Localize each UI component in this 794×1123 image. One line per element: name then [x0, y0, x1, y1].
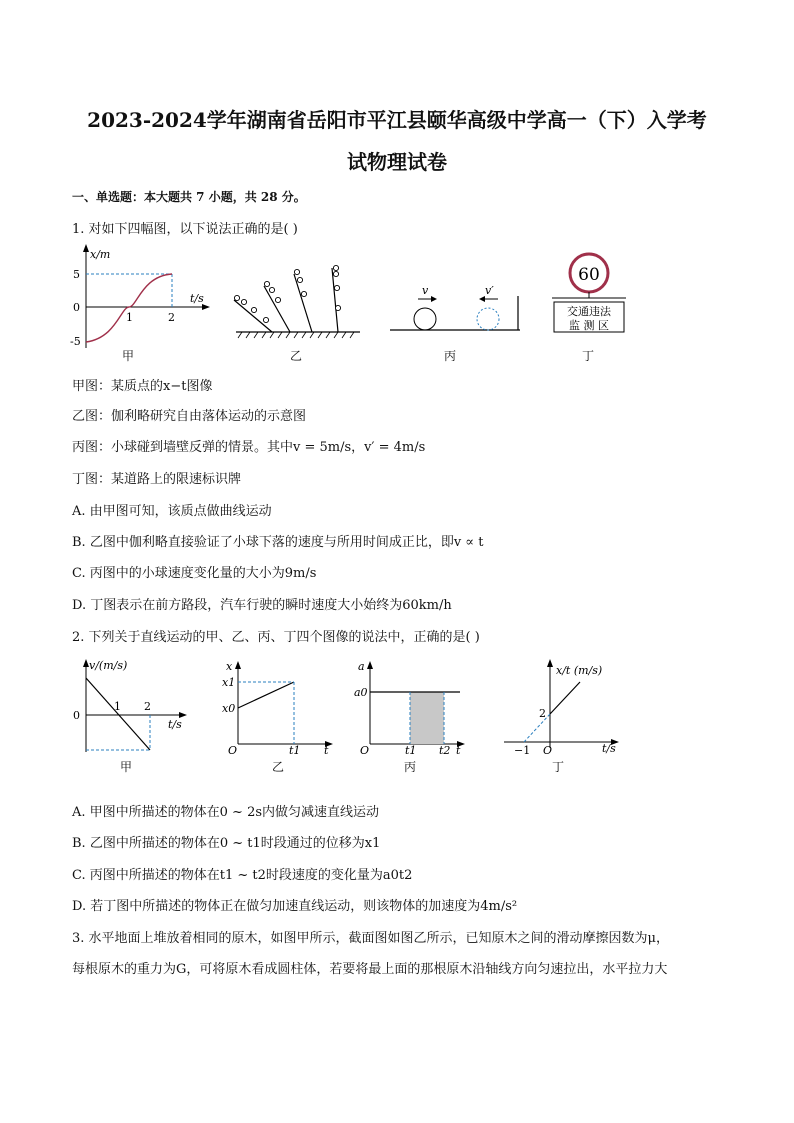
q2-option-d: D. 若丁图中所描述的物体正在做匀加速直线运动，则该物体的加速度为4m/s² — [72, 899, 518, 914]
q2-caption-3: 丙 — [404, 760, 417, 774]
q1-caption-3: 丙 — [444, 349, 457, 363]
q1-desc-4: 丁图：某道路上的限速标识牌 — [72, 472, 242, 487]
q2-f1-ylabel: v/(m/s) — [89, 659, 128, 672]
q2-option-c: C. 丙图中所描述的物体在t1 ~ t2时段速度的变化量为a0t2 — [72, 868, 413, 883]
q1-f1-tickm5: -5 — [70, 335, 81, 348]
q2-fig-xt-graph — [220, 658, 338, 754]
q1-option-c: C. 丙图中的小球速度变化量的大小为9m/s — [72, 566, 317, 581]
q1-fig-xt-graph — [66, 240, 216, 352]
q1-f1-tick2: 2 — [168, 311, 175, 324]
q1-desc-1: 甲图：某质点的x−t图像 — [72, 379, 213, 394]
q2-f2-x0: x0 — [222, 702, 236, 715]
q2-f4-tickm1: −1 — [514, 744, 531, 756]
q2-f3-xlabel: t — [456, 744, 461, 754]
q1-fig-ball-wall — [388, 282, 528, 334]
section-heading: 一、单选题：本大题共 7 小题，共 28 分。 — [72, 190, 306, 204]
q1-f3-vp: v′ — [485, 284, 494, 297]
q1-caption-4: 丁 — [582, 349, 595, 363]
q1-f3-v: v — [422, 284, 429, 297]
q2-f3-t2: t2 — [439, 744, 451, 754]
q2-f1-tick1: 1 — [114, 700, 121, 713]
title-line-1: 2023-2024学年湖南省岳阳市平江县颐华高级中学高一（下）入学考 — [87, 108, 707, 132]
q1-f1-tick0: 0 — [73, 301, 80, 314]
q2-f2-x1: x1 — [222, 676, 236, 689]
q1-desc-2: 乙图：伽利略研究自由落体运动的示意图 — [72, 409, 307, 424]
q2-f4-ylabel: x/t (m/s) — [556, 664, 603, 677]
q2-stem: 2. 下列关于直线运动的甲、乙、丙、丁四个图像的说法中，正确的是( ) — [72, 630, 480, 645]
q1-f1-tick5: 5 — [73, 268, 80, 281]
q2-option-b: B. 乙图中所描述的物体在0 ~ t1时段通过的位移为x1 — [72, 836, 381, 851]
title-line-2: 试物理试卷 — [347, 150, 447, 174]
q2-f3-a0: a0 — [354, 686, 368, 699]
q2-f2-xlabel: t — [324, 744, 329, 754]
q1-f4-speed: 60 — [578, 265, 600, 285]
q2-f4-xlabel: t/s — [602, 742, 616, 755]
q2-f4-origin: O — [543, 744, 553, 756]
q1-stem: 1. 对如下四幅图，以下说法正确的是( ) — [72, 222, 298, 237]
q1-f4-sign1: 交通违法 — [567, 305, 611, 318]
q2-f3-t1: t1 — [405, 744, 417, 754]
q2-f2-origin: O — [228, 744, 238, 754]
q1-desc-3: 丙图：小球碰到墙壁反弹的情景。其中v = 5m/s，v′ = 4m/s — [72, 440, 426, 455]
q2-fig-at-graph — [352, 658, 470, 754]
q2-caption-1: 甲 — [120, 760, 133, 774]
q1-option-b: B. 乙图中伽利略直接验证了小球下落的速度与所用时间成正比，即v ∝ t — [72, 535, 484, 550]
q3-line-2: 每根原木的重力为G，可将原木看成圆柱体，若要将最上面的那根原木沿轴线方向匀速拉出，水平拉力大 — [72, 962, 668, 977]
q2-option-a: A. 甲图中所描述的物体在0 ~ 2s内做匀减速直线运动 — [72, 805, 380, 820]
q2-caption-2: 乙 — [272, 760, 285, 774]
q1-f1-tick1: 1 — [126, 311, 133, 324]
q3-line-1: 3. 水平地面上堆放着相同的原木，如图甲所示，截面图如图乙所示，已知原木之间的滑动摩擦因数为μ， — [72, 931, 669, 946]
q2-f1-tick0: 0 — [73, 709, 80, 722]
q2-f2-t1: t1 — [289, 744, 301, 754]
q2-f1-tick2: 2 — [144, 700, 151, 713]
q1-option-a: A. 由甲图可知，该质点做曲线运动 — [72, 504, 272, 519]
q2-f3-ylabel: a — [358, 660, 365, 673]
q1-f1-ylabel: x/m — [90, 248, 111, 261]
q2-f2-ylabel: x — [226, 660, 233, 673]
q1-option-d: D. 丁图表示在前方路段，汽车行驶的瞬时速度大小始终为60km/h — [72, 598, 452, 613]
q2-fig-xt-over-t-graph — [500, 656, 624, 756]
q1-f4-sign2: 监 测 区 — [569, 319, 609, 332]
q1-fig-speed-sign — [548, 252, 630, 336]
q2-f4-tick2: 2 — [539, 707, 546, 720]
q2-fig-vt-graph — [70, 656, 192, 756]
q2-caption-4: 丁 — [552, 760, 565, 774]
q1-caption-2: 乙 — [290, 349, 303, 363]
q2-f1-xlabel: t/s — [168, 718, 182, 731]
q1-f1-xlabel: t/s — [190, 292, 204, 305]
q1-fig-galileo — [228, 262, 366, 340]
q1-caption-1: 甲 — [122, 349, 135, 363]
q2-f3-origin: O — [360, 744, 370, 754]
